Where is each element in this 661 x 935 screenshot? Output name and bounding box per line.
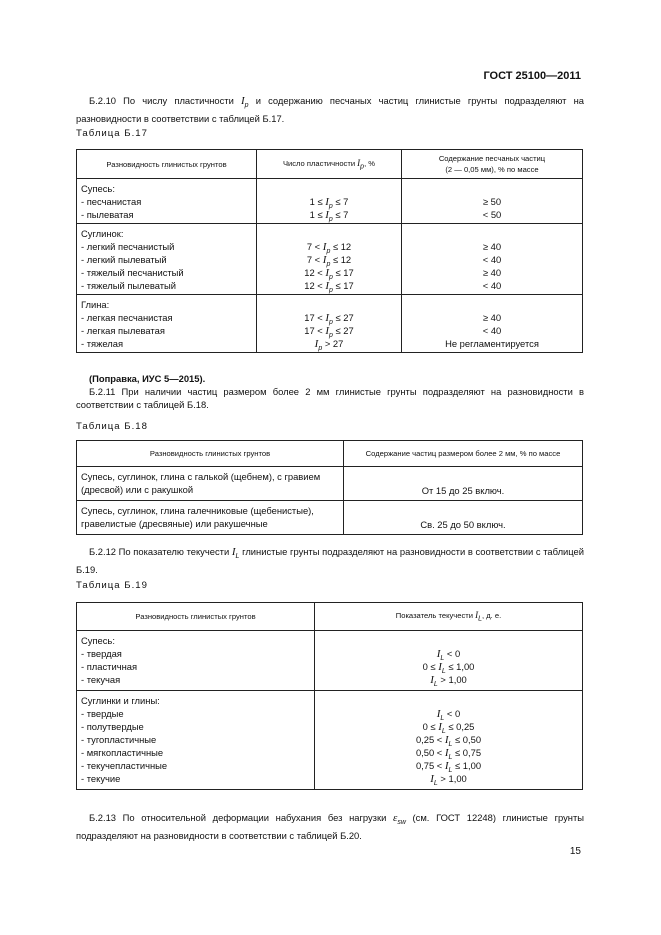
math-prefix: 17 <	[304, 312, 326, 323]
row-label: - легкий пылеватый	[81, 254, 167, 265]
row-label: - пылеватая	[81, 209, 134, 220]
liquidity-range	[319, 707, 578, 720]
liquidity-cell	[315, 631, 583, 691]
t17-col-sand	[402, 150, 583, 179]
spacer	[261, 182, 397, 195]
coarse-content-cell: От 15 до 25 включ.	[344, 467, 583, 501]
table-b18-caption: Таблица Б.18	[76, 421, 148, 432]
header-text: (2 — 0,05 мм), % по массе	[445, 165, 539, 174]
math-suffix: > 1,00	[437, 674, 467, 685]
t17-col-soil-type: Разновидность глинистых грунтов	[77, 150, 257, 179]
math-subscript: p	[326, 260, 331, 268]
math-suffix: ≤ 12	[330, 241, 352, 252]
math-symbol: I	[325, 209, 329, 221]
math-suffix: ≤ 0,25	[445, 721, 475, 732]
math-symbol: I	[430, 674, 434, 686]
math-prefix: 12 <	[304, 280, 326, 291]
soil-type-cell: Супесь, суглинок, глина галечниковые (щебенистые), гравелистые (дресвяные) или ракушечные	[77, 501, 344, 535]
math-symbol: I	[438, 721, 442, 733]
row-label: - твердые	[81, 708, 124, 719]
sand-content: ≥ 40	[482, 312, 502, 323]
row-label: - тугопластичные	[81, 734, 157, 745]
row-label: - мягкопластичные	[81, 747, 164, 758]
math-prefix: 12 <	[304, 267, 326, 278]
math-symbol: ε	[392, 812, 398, 824]
row-label: - тяжелая	[81, 338, 124, 349]
row-label: - тяжелый пылеватый	[81, 280, 176, 291]
math-subscript: L	[448, 766, 453, 774]
math-symbol: I	[357, 157, 361, 168]
row-label: - легкий песчанистый	[81, 241, 175, 252]
header-text: Показатель текучести	[395, 611, 476, 621]
sand-content: ≥ 40	[482, 241, 502, 252]
t18-col-coarse-content: Содержание частиц размером более 2 мм, % по массе	[344, 441, 583, 467]
math-subscript: p	[326, 247, 331, 255]
paragraph-text: Б.2.12 По показателю текучести	[89, 546, 232, 557]
spacer	[261, 227, 397, 240]
paragraph-b210	[76, 94, 584, 126]
math-prefix: 17 <	[304, 325, 326, 336]
math-subscript: p	[328, 215, 333, 223]
plasticity-range	[261, 311, 397, 324]
group-name: Суглинки и глины:	[81, 695, 160, 706]
sand-content: < 50	[482, 209, 502, 220]
row-label: - тяжелый песчанистый	[81, 267, 184, 278]
plasticity-range	[261, 324, 397, 337]
math-symbol: I	[475, 610, 479, 621]
row-label: - текучая	[81, 674, 121, 685]
table-b19	[76, 602, 583, 790]
math-symbol: I	[325, 325, 330, 337]
table-row	[77, 631, 583, 691]
liquidity-range	[319, 720, 578, 733]
amendment-note: (Поправка, ИУС 5—2015).	[89, 373, 206, 384]
math-subscript: p	[329, 273, 333, 281]
liquidity-range	[319, 733, 578, 746]
soil-type-cell	[77, 631, 315, 691]
table-row	[77, 691, 583, 790]
math-suffix: ≤ 17	[332, 280, 354, 291]
math-symbol: I	[436, 648, 441, 660]
liquidity-range	[319, 772, 578, 785]
math-prefix: 0,75 <	[415, 760, 445, 771]
math-prefix: 1 ≤	[309, 209, 326, 220]
liquidity-range	[319, 759, 578, 772]
soil-type-cell	[77, 224, 257, 295]
paragraph-text: Б.2.10 По числу пластичности	[89, 95, 241, 106]
row-label: - текучепластичные	[81, 760, 168, 771]
math-suffix: < 0	[444, 708, 461, 719]
math-suffix: ≤ 27	[332, 312, 354, 323]
math-prefix: 0,50 <	[415, 747, 445, 758]
math-suffix: < 0	[444, 648, 461, 659]
math-subscript: L	[433, 779, 438, 787]
math-suffix: ≤ 27	[332, 325, 354, 336]
math-suffix: ≤ 7	[332, 196, 349, 207]
t17-col-plasticity	[257, 150, 402, 179]
sand-cell	[402, 179, 583, 224]
sand-content: < 40	[482, 254, 502, 265]
math-symbol: I	[314, 338, 319, 350]
group-name: Глина:	[81, 299, 110, 310]
table-b19-caption: Таблица Б.19	[76, 580, 148, 591]
math-subscript: L	[235, 552, 240, 560]
math-subscript: L	[433, 680, 438, 688]
plasticity-range	[261, 279, 397, 292]
sand-cell	[402, 295, 583, 353]
math-symbol: I	[444, 747, 449, 759]
math-symbol: I	[322, 241, 327, 253]
row-label: - песчанистая	[81, 196, 142, 207]
math-subscript: p	[329, 318, 333, 326]
table-row	[77, 295, 583, 353]
math-prefix: 0 ≤	[422, 721, 439, 732]
sand-content: < 40	[482, 280, 502, 291]
math-suffix: ≤ 12	[330, 254, 352, 265]
math-subscript: L	[440, 654, 445, 662]
liquidity-range	[319, 673, 578, 686]
math-subscript: p	[318, 344, 323, 352]
math-subscript: L	[441, 727, 446, 735]
header-text: Содержание песчаных частиц	[438, 154, 546, 163]
math-symbol: I	[231, 546, 236, 558]
math-symbol: I	[322, 254, 327, 266]
sand-cell	[402, 224, 583, 295]
paragraph-b212	[76, 545, 584, 577]
math-subscript: p	[329, 331, 333, 339]
math-prefix: 7 <	[306, 241, 323, 252]
plasticity-cell	[257, 224, 402, 295]
paragraph-text: глинистые грунты подразделяют на разновидности в соответствии с таблицей Б.19.	[76, 546, 585, 576]
math-suffix: ≤ 1,00	[452, 760, 482, 771]
math-symbol: I	[436, 708, 441, 720]
math-symbol: I	[444, 734, 449, 746]
sand-content: < 40	[482, 325, 502, 336]
soil-type-cell	[77, 179, 257, 224]
liquidity-range	[319, 647, 578, 660]
row-label: - полутвердые	[81, 721, 144, 732]
math-symbol: I	[325, 312, 330, 324]
math-symbol: I	[430, 773, 434, 785]
math-symbol: I	[325, 267, 330, 279]
math-prefix: 1 ≤	[309, 196, 326, 207]
math-suffix: ≤ 0,75	[452, 747, 482, 758]
table-b17-caption: Таблица Б.17	[76, 128, 148, 139]
math-suffix: > 1,00	[437, 773, 467, 784]
coarse-content-cell: Св. 25 до 50 включ.	[344, 501, 583, 535]
math-symbol: I	[325, 196, 329, 208]
math-subscript: p	[328, 202, 333, 210]
math-suffix: ≤ 7	[332, 209, 349, 220]
soil-type-cell	[77, 295, 257, 353]
math-prefix: 0,25 <	[415, 734, 445, 745]
table-row	[77, 179, 583, 224]
math-subscript: L	[441, 667, 446, 675]
math-symbol: I	[438, 661, 442, 673]
plasticity-range	[261, 266, 397, 279]
math-subscript: p	[329, 286, 333, 294]
group-name: Суглинок:	[81, 228, 124, 239]
plasticity-range	[261, 195, 397, 208]
plasticity-cell	[257, 295, 402, 353]
liquidity-range	[319, 746, 578, 759]
spacer	[406, 182, 578, 195]
header-text: , %	[364, 158, 376, 168]
math-symbol: I	[325, 280, 330, 292]
math-suffix: ≤ 1,00	[445, 661, 475, 672]
plasticity-range	[261, 337, 397, 350]
t19-col-soil-type: Разновидность глинистых грунтов	[77, 603, 315, 631]
row-label: - легкая пылеватая	[81, 325, 165, 336]
document-code: ГОСТ 25100—2011	[483, 70, 581, 82]
row-label: - твердая	[81, 648, 122, 659]
table-b17	[76, 149, 583, 353]
t18-col-soil-type: Разновидность глинистых грунтов	[77, 441, 344, 467]
math-subscript: L	[478, 615, 483, 623]
spacer	[406, 227, 578, 240]
math-subscript: L	[448, 740, 453, 748]
plasticity-cell	[257, 179, 402, 224]
paragraph-text: Б.2.13 По относительной деформации набухания без нагрузки	[89, 812, 393, 823]
paragraph-b213	[76, 811, 584, 843]
soil-type-cell	[77, 691, 315, 790]
math-subscript: L	[448, 753, 453, 761]
paragraph-text: (см. ГОСТ 12248) глинистые грунты подразделяют на разновидности в соответствии с таблицей Б.20.	[76, 812, 584, 842]
plasticity-range	[261, 253, 397, 266]
table-row	[77, 224, 583, 295]
plasticity-range	[261, 240, 397, 253]
table-b18	[76, 440, 583, 535]
group-name: Супесь:	[81, 635, 115, 646]
math-prefix: 0 ≤	[422, 661, 439, 672]
header-text: , д. е.	[482, 611, 502, 621]
sand-content: ≥ 50	[482, 196, 502, 207]
liquidity-range	[319, 660, 578, 673]
table-row	[77, 501, 583, 535]
paragraph-b211: Б.2.11 При наличии частиц размером более 2 мм глинистые грунты подразделяют на разновидности в соответствии с таблицей Б.18.	[76, 386, 584, 411]
math-suffix: ≤ 17	[332, 267, 354, 278]
math-subscript: p	[244, 101, 249, 109]
math-prefix: 7 <	[306, 254, 323, 265]
sand-content: Не регламентируется	[445, 338, 539, 349]
t19-col-liquidity	[315, 603, 583, 631]
liquidity-cell	[315, 691, 583, 790]
sand-content: ≥ 40	[482, 267, 502, 278]
spacer	[319, 634, 578, 647]
spacer	[319, 694, 578, 707]
paragraph-text: и содержанию песчаных частиц глинистые грунты подразделяют на разновидности в соответствии с таблицей Б.17.	[76, 95, 584, 125]
page-number: 15	[569, 846, 581, 857]
soil-type-cell: Супесь, суглинок, глина с галькой (щебнем), с гравием (дресвой) или с ракушкой	[77, 467, 344, 501]
spacer	[406, 298, 578, 311]
table-row	[77, 467, 583, 501]
row-label: - легкая песчанистая	[81, 312, 173, 323]
header-text: Число пластичности	[282, 158, 358, 168]
math-symbol: I	[241, 95, 245, 107]
math-symbol: I	[444, 760, 449, 772]
math-suffix: > 27	[322, 338, 344, 349]
spacer	[261, 298, 397, 311]
group-name: Супесь:	[81, 183, 115, 194]
row-label: - пластичная	[81, 661, 138, 672]
row-label: - текучие	[81, 773, 121, 784]
math-subscript: sw	[397, 818, 406, 826]
plasticity-range	[261, 208, 397, 221]
math-suffix: ≤ 0,50	[452, 734, 482, 745]
math-subscript: L	[440, 714, 445, 722]
math-subscript: p	[360, 163, 365, 171]
